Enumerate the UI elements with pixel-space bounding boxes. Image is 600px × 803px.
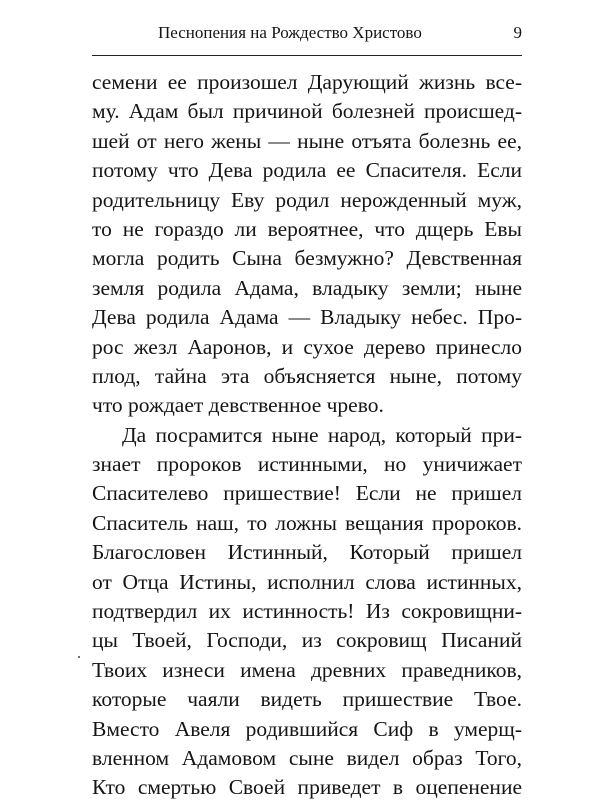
text-line: рос жезл Ааронов, и сухое дерево принесло [92,334,522,359]
margin-speck [78,656,80,658]
text-line: Дева родила Адама — Владыку небес. Про- [92,305,522,330]
text-line: от Отца Истины, исполнил слова истинных, [92,569,522,594]
text-line: Спаситель наш, то ложны вещания пророков. [92,510,522,535]
text-line: плод, тайна эта объясняется ныне, потому [92,363,522,388]
running-title: Песнопения на Рождество Христово [158,23,422,42]
page-number: 9 [513,23,522,42]
text-line: Кто смертью Своей приведет в оцепенение [92,775,522,800]
text-line: му. Адам был причиной болезней происшед- [92,99,522,124]
text-line: Твоих изнеси имена древних праведников, [92,657,522,682]
text-line: то не гораздо ли вероятнее, что дщерь Евы [92,216,522,241]
text-line: подтвердил их истинность! Из сокровищни- [92,599,522,624]
body-text [92,68,522,803]
text-line: семени ее произошел Дарующий жизнь все- [92,70,522,94]
text-line: Спасителево пришествие! Если не пришел [92,481,522,506]
text-line: вленном Адамовом сыне видел образ Того, [92,745,522,770]
text-line: знает пророков истинными, но уничижает [92,452,522,477]
paragraph-start-line: Да посрамится ныне народ, который при- [122,422,522,447]
text-line: цы Твоей, Господи, из сокровищ Писаний [92,628,522,653]
text-line: земля родила Адама, владыку земли; ныне [92,275,522,300]
text-line: потому что Дева родила ее Спасителя. Если [92,158,522,183]
header-rule [92,55,522,56]
text-line: Вместо Авеля родившийся Сиф в умерщ- [92,716,522,741]
text-line: что рождает девственное чрево. [92,393,384,418]
text-line: родительницу Еву родил нерожденный муж, [92,187,522,212]
text-line: Благословен Истинный, Который пришел [92,540,522,565]
text-line: которые чаяли видеть пришествие Твое. [92,687,522,712]
text-line: могла родить Сына безмужно? Девственная [92,246,522,271]
running-head [92,22,522,46]
text-line: шей от него жены — ныне отъята болезнь ее, [92,128,522,153]
